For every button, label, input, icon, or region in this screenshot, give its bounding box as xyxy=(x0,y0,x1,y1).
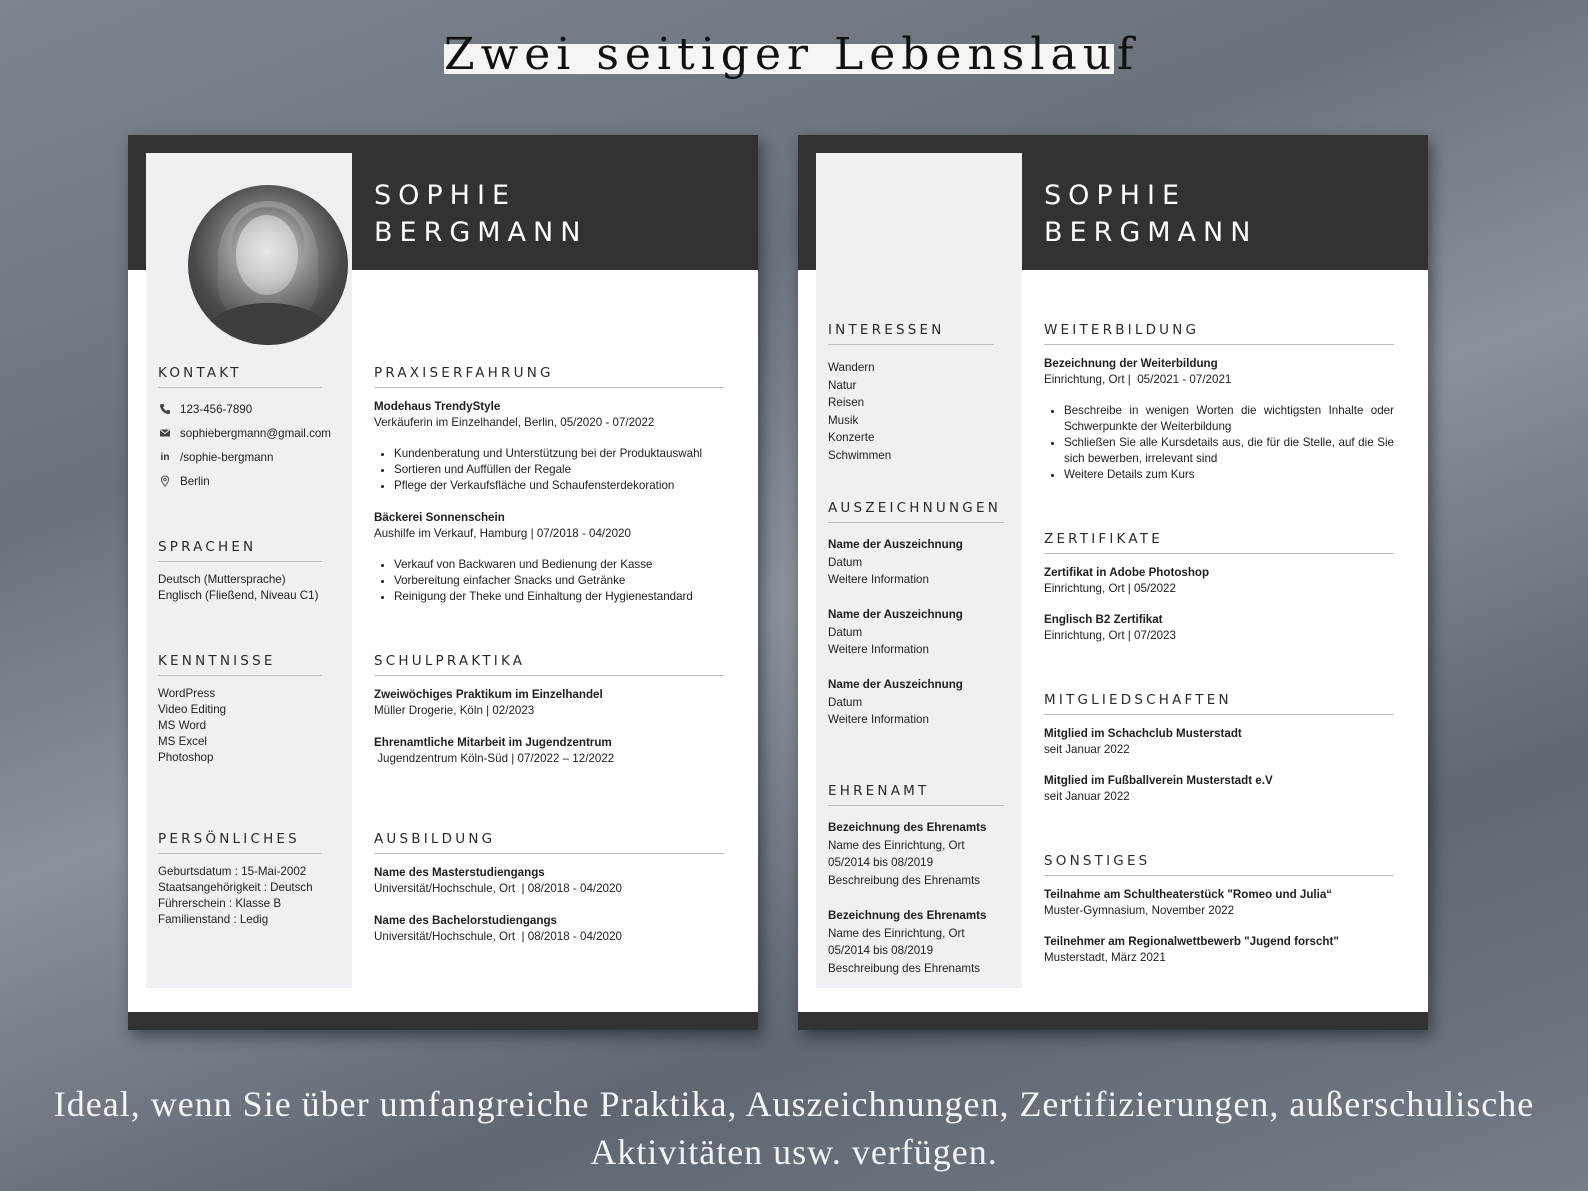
sprachen-heading: SPRACHEN xyxy=(158,539,322,562)
ausbildung-1 xyxy=(374,865,622,897)
persoenliches-item: Familienstand : Ledig xyxy=(158,913,269,926)
page1-first-name: SOPHIE xyxy=(374,180,516,211)
sprachen-item: Deutsch (Muttersprache) xyxy=(158,573,286,586)
page1-last-name: BERGMANN xyxy=(374,217,588,248)
sonstiges-heading: SONSTIGES xyxy=(1044,853,1394,876)
contact-email xyxy=(158,426,331,440)
interessen-item: Reisen xyxy=(828,396,865,409)
interessen-item: Konzerte xyxy=(828,431,875,444)
ausbildung-title: Name des Masterstudiengangs xyxy=(374,866,545,879)
mitgliedschaft-detail: seit Januar 2022 xyxy=(1044,790,1130,803)
job-role: Verkäuferin im Einzelhandel, Berlin, 05/2020 - 07/2022 xyxy=(374,416,655,429)
mitgliedschaft-1 xyxy=(1044,726,1242,758)
sonstiges-detail: Musterstadt, März 2021 xyxy=(1044,951,1166,964)
auszeichnung-info: Weitere Information xyxy=(828,643,929,656)
persoenliches-heading: PERSÖNLICHES xyxy=(158,831,322,854)
page2-first-name: SOPHIE xyxy=(1044,180,1186,211)
job-bullet: • Sortieren und Auffüllen der Regale xyxy=(394,462,702,478)
zertifikat-detail: Einrichtung, Ort | 07/2023 xyxy=(1044,629,1176,642)
location-pin-icon xyxy=(158,474,172,488)
linkedin-icon: in xyxy=(160,451,170,463)
job-1 xyxy=(374,399,654,431)
weiterbildung-bullets xyxy=(1046,403,1394,483)
sonstiges-detail: Muster-Gymnasium, November 2022 xyxy=(1044,904,1235,917)
persoenliches-item: Staatsangehörigkeit : Deutsch xyxy=(158,881,313,894)
ehrenamt-2 xyxy=(828,907,987,977)
auszeichnung-date: Datum xyxy=(828,625,863,639)
auszeichnung-info: Weitere Information xyxy=(828,573,929,586)
contact-location xyxy=(158,474,210,488)
contact-linkedin-text: /sophie-bergmann xyxy=(180,450,274,464)
interessen-item: Natur xyxy=(828,378,857,392)
interessen-item: Schwimmen xyxy=(828,448,892,462)
schulpraktikum-detail: Jugendzentrum Köln-Süd | 07/2022 – 12/2022 xyxy=(374,752,615,765)
kenntnisse-item: MS Excel xyxy=(158,735,207,748)
resume-page-2 xyxy=(798,135,1428,1030)
contact-location-text: Berlin xyxy=(180,474,210,488)
kenntnisse-heading: KENNTNISSE xyxy=(158,653,322,676)
interessen-heading: INTERESSEN xyxy=(828,322,994,345)
weiterbildung-bullet: • Beschreibe in wenigen Worten die wichtigsten Inhalte oder Schwerpunkte der Weiterbildung xyxy=(1064,403,1394,435)
job-bullet: • Reinigung der Theke und Einhaltung der Hygienestandard xyxy=(394,589,693,605)
schulpraktikum-title: Zweiwöchiges Praktikum im Einzelhandel xyxy=(374,688,603,701)
kenntnisse-item: Photoshop xyxy=(158,751,214,764)
photo-shoulders xyxy=(202,303,334,345)
weiterbildung-course: Bezeichnung der Weiterbildung xyxy=(1044,357,1218,370)
zertifikat-1 xyxy=(1044,565,1209,597)
phone-icon xyxy=(158,402,172,416)
mitgliedschaft-detail: seit Januar 2022 xyxy=(1044,743,1130,756)
auszeichnung-info: Weitere Information xyxy=(828,713,929,726)
ausbildung-heading: AUSBILDUNG xyxy=(374,831,724,854)
job-company: Modehaus TrendyStyle xyxy=(374,400,501,413)
auszeichnung-3 xyxy=(828,676,963,729)
sprachen-list xyxy=(158,572,318,604)
weiterbildung-heading: WEITERBILDUNG xyxy=(1044,322,1394,345)
job-bullet: • Verkauf von Backwaren und Bedienung der Kasse xyxy=(394,557,693,573)
ehrenamt-org: Name des Einrichtung, Ort xyxy=(828,926,965,940)
contact-linkedin xyxy=(158,450,273,464)
page2-name xyxy=(1044,177,1257,251)
persoenliches-item: Führerschein : Klasse B xyxy=(158,897,282,910)
mitgliedschaft-title: Mitglied im Fußballverein Musterstadt e.V xyxy=(1044,774,1273,787)
banner-title xyxy=(444,29,1140,80)
page2-footer-band xyxy=(798,1012,1428,1030)
weiterbildung-entry xyxy=(1044,356,1231,388)
auszeichnung-title: Name der Auszeichnung xyxy=(828,608,963,621)
kenntnisse-item: Video Editing xyxy=(158,703,227,716)
mitgliedschaften-heading: MITGLIEDSCHAFTEN xyxy=(1044,692,1394,715)
job-bullet: • Pflege der Verkaufsfläche und Schaufensterdekoration xyxy=(394,478,702,494)
job-2 xyxy=(374,510,631,542)
job-company: Bäckerei Sonnenschein xyxy=(374,511,505,524)
ehrenamt-1 xyxy=(828,819,987,889)
sprachen-item: Englisch (Fließend, Niveau C1) xyxy=(158,589,319,602)
ausbildung-title: Name des Bachelorstudiengangs xyxy=(374,914,557,927)
kenntnisse-item: WordPress xyxy=(158,687,216,700)
contact-phone xyxy=(158,402,252,416)
sonstiges-title: Teilnehmer am Regionalwettbewerb "Jugend forscht" xyxy=(1044,935,1339,948)
ausbildung-detail: Universität/Hochschule, Ort | 08/2018 - 04/2020 xyxy=(374,882,622,895)
ehrenamt-dates: 05/2014 bis 08/2019 xyxy=(828,856,934,869)
banner-title-text: Zwei seitiger Lebenslauf xyxy=(444,29,1140,80)
contact-phone-text: 123-456-7890 xyxy=(180,402,253,416)
photo-face xyxy=(236,215,298,295)
sonstiges-title: Teilnahme am Schultheaterstück "Romeo und Julia“ xyxy=(1044,888,1333,901)
ehrenamt-heading: EHRENAMT xyxy=(828,783,1004,806)
persoenliches-item: Geburtsdatum : 15-Mai-2002 xyxy=(158,865,307,878)
kenntnisse-item: MS Word xyxy=(158,719,207,732)
page2-last-name: BERGMANN xyxy=(1044,217,1258,248)
persoenliches-list xyxy=(158,864,313,928)
ehrenamt-desc: Beschreibung des Ehrenamts xyxy=(828,961,981,975)
ehrenamt-desc: Beschreibung des Ehrenamts xyxy=(828,873,981,887)
job-bullet: • Vorbereitung einfacher Snacks und Getränke xyxy=(394,573,693,589)
interessen-item: Musik xyxy=(828,413,859,427)
job-1-bullets xyxy=(376,446,702,494)
zertifikat-title: Zertifikat in Adobe Photoshop xyxy=(1044,566,1210,579)
weiterbildung-bullet: • Schließen Sie alle Kursdetails aus, die für die Stelle, auf die Sie sich bewerben, irrelevant sind xyxy=(1064,435,1394,467)
resume-page-1 xyxy=(128,135,758,1030)
profile-photo xyxy=(188,185,348,345)
page1-footer-band xyxy=(128,1012,758,1030)
praxis-heading: PRAXISERFAHRUNG xyxy=(374,365,724,388)
ausbildung-2 xyxy=(374,913,622,945)
weiterbildung-bullet: • Weitere Details zum Kurs xyxy=(1064,467,1394,483)
schulpraktika-heading: SCHULPRAKTIKA xyxy=(374,653,724,676)
kenntnisse-list xyxy=(158,686,226,766)
caption-line-2: Aktivitäten usw. verfügen. xyxy=(590,1132,998,1172)
auszeichnung-date: Datum xyxy=(828,555,863,569)
zertifikat-detail: Einrichtung, Ort | 05/2022 xyxy=(1044,582,1176,595)
contact-email-text: sophiebergmann@gmail.com xyxy=(180,426,331,440)
ehrenamt-org: Name des Einrichtung, Ort xyxy=(828,838,965,852)
caption-line-1: Ideal, wenn Sie über umfangreiche Praktika, Auszeichnungen, Zertifizierungen, außerschulische xyxy=(53,1084,1535,1124)
auszeichnung-title: Name der Auszeichnung xyxy=(828,538,963,551)
caption xyxy=(20,1080,1568,1176)
mitgliedschaft-title: Mitglied im Schachclub Musterstadt xyxy=(1044,727,1242,740)
auszeichnungen-heading: AUSZEICHNUNGEN xyxy=(828,500,1004,523)
interessen-list xyxy=(828,359,891,464)
auszeichnung-date: Datum xyxy=(828,695,863,709)
ehrenamt-title: Bezeichnung des Ehrenamts xyxy=(828,821,987,834)
ausbildung-detail: Universität/Hochschule, Ort | 08/2018 - 04/2020 xyxy=(374,930,622,943)
schulpraktikum-1 xyxy=(374,687,603,719)
weiterbildung-detail: Einrichtung, Ort | 05/2021 - 07/2021 xyxy=(1044,373,1232,386)
zertifikat-2 xyxy=(1044,612,1176,644)
auszeichnung-1 xyxy=(828,536,963,589)
auszeichnung-title: Name der Auszeichnung xyxy=(828,678,963,691)
schulpraktikum-title: Ehrenamtliche Mitarbeit im Jugendzentrum xyxy=(374,736,612,749)
job-role: Aushilfe im Verkauf, Hamburg | 07/2018 - 04/2020 xyxy=(374,527,631,540)
envelope-icon xyxy=(158,426,172,440)
kontakt-heading: KONTAKT xyxy=(158,365,322,388)
auszeichnung-2 xyxy=(828,606,963,659)
sonstiges-2 xyxy=(1044,934,1339,966)
ehrenamt-dates: 05/2014 bis 08/2019 xyxy=(828,944,934,957)
zertifikat-title: Englisch B2 Zertifikat xyxy=(1044,613,1163,626)
schulpraktikum-2 xyxy=(374,735,614,767)
job-bullet: • Kundenberatung und Unterstützung bei der Produktauswahl xyxy=(394,446,702,462)
job-2-bullets xyxy=(376,557,693,605)
ehrenamt-title: Bezeichnung des Ehrenamts xyxy=(828,909,987,922)
interessen-item: Wandern xyxy=(828,361,875,374)
mitgliedschaft-2 xyxy=(1044,773,1273,805)
page1-sidebar xyxy=(146,153,352,988)
sonstiges-1 xyxy=(1044,887,1332,919)
zertifikate-heading: ZERTIFIKATE xyxy=(1044,531,1394,554)
page1-name xyxy=(374,177,587,251)
schulpraktikum-detail: Müller Drogerie, Köln | 02/2023 xyxy=(374,704,535,717)
